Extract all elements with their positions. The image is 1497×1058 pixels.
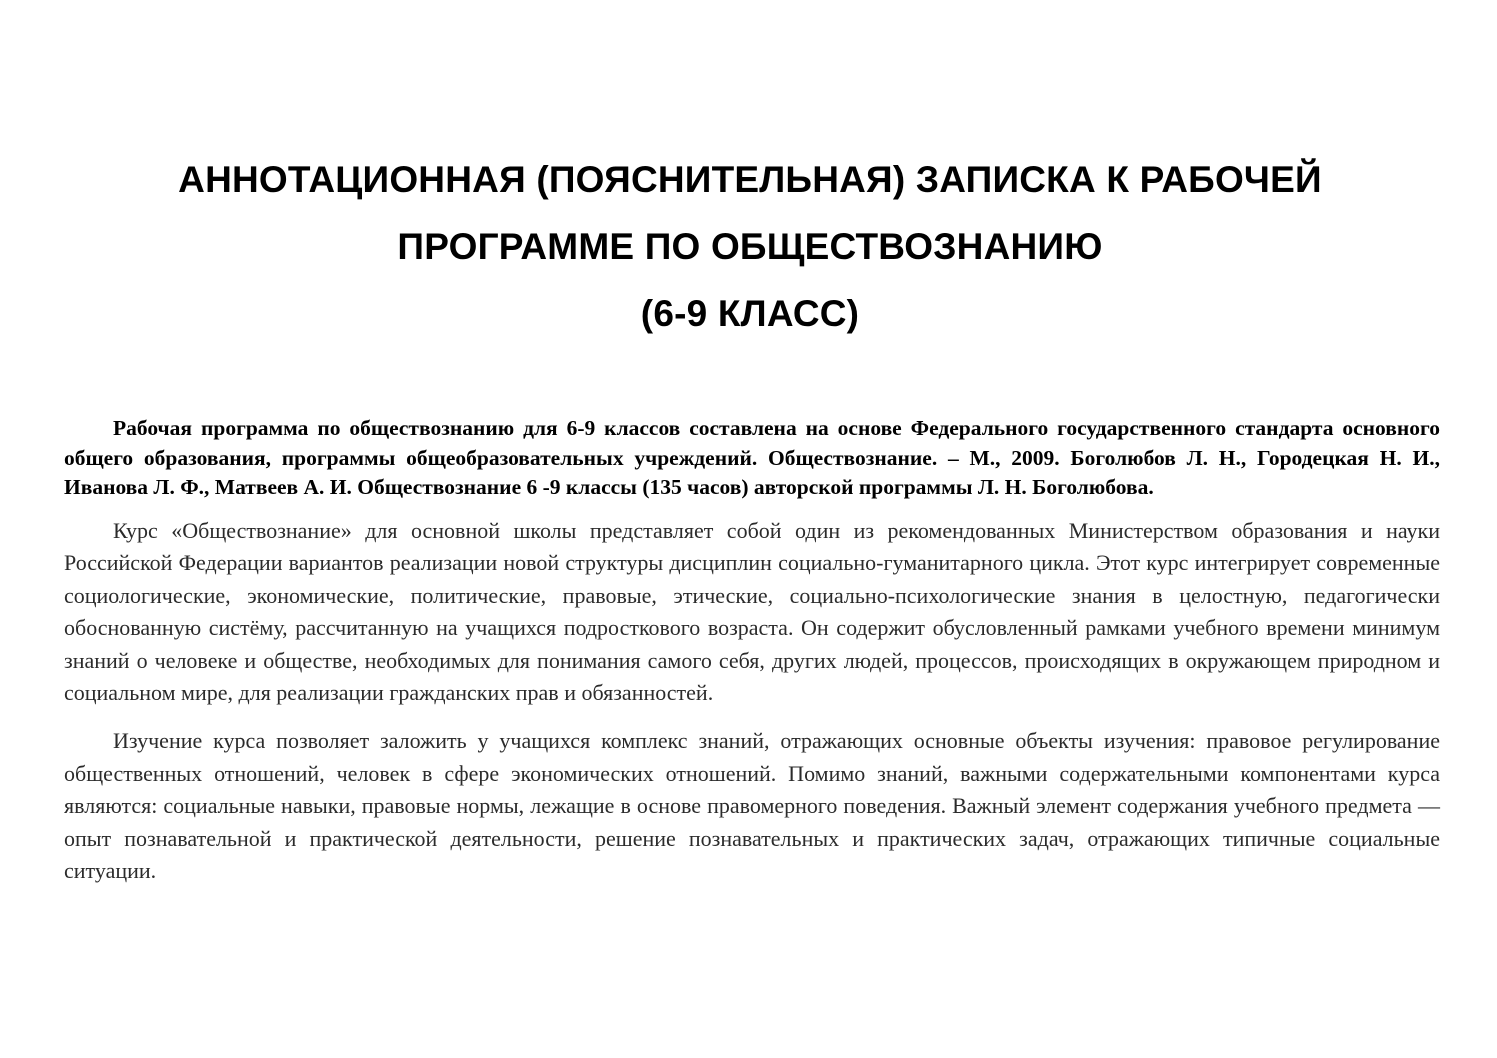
title-line-3: (6-9 КЛАСС) — [640, 293, 860, 334]
document-title — [60, 146, 1440, 347]
course-study-paragraph: Изучение курса позволяет заложить у учащихся комплекс знаний, отражающих основные объекты изучения: правовое регулирование общественных отношений, человек в сфере экономических отношений. Помимо знаний, важными содержательными компонентами курса являются: социальные навыки, правовые нормы, лежащие в основе правомерного поведения. Важный элемент содержания учебного предмета — опыт познавательной и практической деятельности, решение познавательных и практических задач, отражающих типичные социальные ситуации. — [64, 728, 1440, 884]
course-description-paragraph: Курс «Обществознание» для основной школы представляет собой один из рекомендованных Министерством образования и науки Российской Федерации вариантов реализации новой структуры дисциплин социально-гуманитарного цикла. Этот курс интегрирует современные социологические, экономические, политические, правовые, этические, социально-психологические знания в целостную, педагогически обоснованную систёму, рассчитанную на учащихся подросткового возраста. Он содержит обусловленный рамками учебного времени минимум знаний о человеке и обществе, необходимых для понимания самого себя, других людей, процессов, происходящих в окружающем природном и социальном мире, для реализации гражданских прав и обязанностей. — [64, 517, 1440, 706]
title-line-1: АННОТАЦИОННАЯ (ПОЯСНИТЕЛЬНАЯ) ЗАПИСКА К РАБОЧЕЙ — [178, 159, 1322, 200]
intro-paragraph: Рабочая программа по обществознанию для 6-9 классов составлена на основе Федерального государственного стандарта основного общего образования, программы общеобразовательных учреждений. Обществознание. – М., 2009. Боголюбов Л. Н., Городецкая Н. И., Иванова Л. Ф., Матвеев А. И. Обществознание 6 -9 классы (135 часов) авторской программы Л. Н. Боголюбова. — [64, 416, 1440, 499]
document-body — [64, 414, 1440, 888]
title-line-2: ПРОГРАММЕ ПО ОБЩЕСТВОЗНАНИЮ — [397, 226, 1103, 267]
